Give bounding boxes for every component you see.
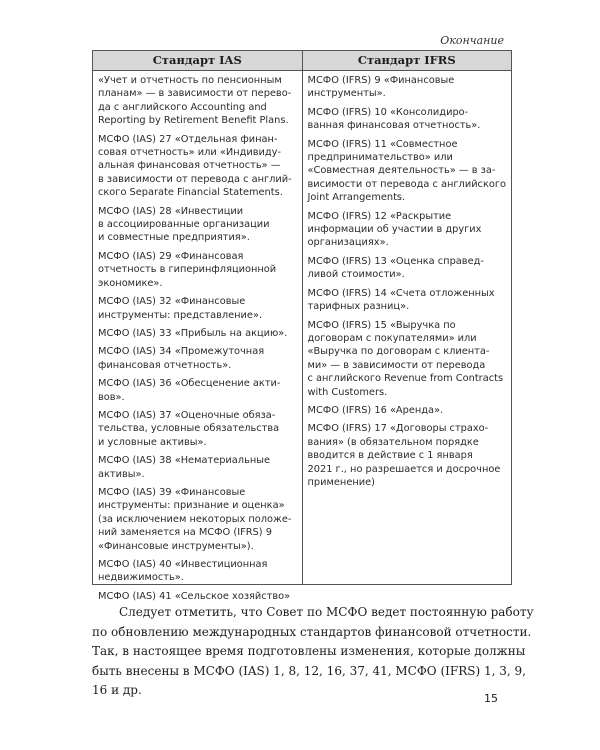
paragraph-line: Следует отметить, что Совет по МСФО ведет постоянную работу <box>119 605 534 619</box>
entry-line: МСФО (IAS) 39 «Финансовые <box>98 486 246 498</box>
entry-line: с английского Revenue from Contracts <box>307 373 504 385</box>
entry-line: МСФО (IFRS) 15 «Выручка по <box>307 319 456 331</box>
entry-line: информации об участии в других <box>307 224 482 236</box>
entry-line: МСФО (IFRS) 11 «Совместное <box>307 138 458 150</box>
entry-line: МСФО (IFRS) 9 «Финансовые <box>307 75 455 86</box>
ias-standard-entry <box>98 74 298 128</box>
ifrs-standard-entry <box>308 138 508 205</box>
entry-line: вания» (в обязательном порядке <box>307 436 479 448</box>
entry-line: инструменты». <box>307 88 386 100</box>
ifrs-standard-entry <box>308 319 508 399</box>
entry-line: «Учет и отчетность по пенсионным <box>98 75 282 86</box>
entry-line: альная финансовая отчетность» — <box>98 160 281 172</box>
ias-standard-entry <box>98 250 298 290</box>
entry-line: ванная финансовая отчетность». <box>307 120 481 132</box>
entry-line: и совместные предприятия». <box>98 232 250 244</box>
entry-line: тельства, условные обязательства <box>98 423 280 435</box>
entry-line: отчетность в гиперинфляционной <box>98 264 277 276</box>
paragraph-line: быть внесены в МСФО (IAS) 1, 8, 12, 16, 37, 41, МСФО (IFRS) 1, 3, 9, <box>92 663 526 678</box>
entry-line: МСФО (IFRS) 14 «Счета отложенных <box>307 287 495 299</box>
ias-standard-entry <box>98 377 298 404</box>
entry-line: МСФО (IFRS) 13 «Оценка справед- <box>307 255 484 267</box>
entry-line: МСФО (IAS) 32 «Финансовые <box>98 296 246 308</box>
entry-line: вов». <box>98 391 125 403</box>
ias-standard-entry <box>98 345 298 372</box>
table-header-row <box>93 51 511 71</box>
entry-line: ского Separate Financial Statements. <box>98 187 283 199</box>
entry-line: «Выручка по договорам с клиента- <box>307 346 490 358</box>
ias-standard-entry <box>98 133 298 200</box>
ias-standard-entry <box>98 486 298 553</box>
entry-line: совая отчетность» или «Индивиду- <box>98 147 281 159</box>
paragraph-line: 16 и др. <box>92 683 142 697</box>
entry-line: МСФО (IAS) 33 «Прибыль на акцию». <box>98 327 288 339</box>
entry-line: висимости от перевода с английского <box>307 178 506 190</box>
ifrs-standard-entry <box>308 287 508 314</box>
entry-line: планам» — в зависимости от перево- <box>98 88 292 100</box>
header-ifrs: Стандарт IFRS <box>357 53 456 67</box>
entry-line: МСФО (IFRS) 16 «Аренда». <box>307 404 444 416</box>
entry-line: «Финансовые инструменты»). <box>98 540 254 552</box>
page-number: 15 <box>484 692 498 705</box>
entry-line: ний заменяется на МСФО (IFRS) 9 <box>98 527 272 539</box>
continuation-label: Окончание <box>440 34 504 47</box>
entry-line: with Customers. <box>307 386 388 398</box>
entry-line: и условные активы». <box>98 436 207 448</box>
ias-standard-entry <box>98 295 298 322</box>
ifrs-standard-entry <box>308 74 508 101</box>
entry-line: Joint Arrangements. <box>307 192 406 204</box>
ifrs-standard-entry <box>308 422 508 489</box>
body-paragraph <box>92 603 534 701</box>
entry-line: организациях». <box>307 237 389 249</box>
entry-line: вводится в действие с 1 января <box>307 450 473 462</box>
entry-line: финансовая отчетность». <box>98 359 232 371</box>
ifrs-standard-entry <box>308 404 508 417</box>
entry-line: МСФО (IFRS) 10 «Консолидиро- <box>307 106 469 118</box>
entry-line: МСФО (IAS) 37 «Оценочные обяза- <box>98 409 276 421</box>
ifrs-column <box>303 71 512 584</box>
entry-line: инструменты: представление». <box>98 309 263 321</box>
entry-line: МСФО (IFRS) 17 «Договоры страхо- <box>307 423 489 435</box>
ias-standard-entry <box>98 558 298 585</box>
header-ias: Стандарт IAS <box>93 51 303 70</box>
entry-line: «Совместная деятельность» — в за- <box>307 165 496 177</box>
ifrs-standard-entry <box>308 106 508 133</box>
entry-line: в ассоциированные организации <box>98 219 270 231</box>
entry-line: МСФО (IAS) 34 «Промежуточная <box>98 346 265 358</box>
entry-line: МСФО (IAS) 36 «Обесценение акти- <box>98 378 281 390</box>
entry-line: экономике». <box>98 277 163 289</box>
entry-line: МСФО (IFRS) 12 «Раскрытие <box>307 210 452 222</box>
entry-line: (за исключением некоторых положе- <box>98 513 292 525</box>
entry-line: МСФО (IAS) 41 «Сельское хозяйство» <box>98 590 291 602</box>
ias-standard-entry <box>98 590 298 603</box>
entry-line: в зависимости от перевода с англий- <box>98 173 292 185</box>
paragraph-line: по обновлению международных стандартов финансовой отчетности. <box>92 624 532 639</box>
entry-line: тарифных разниц». <box>307 301 410 313</box>
ias-standard-entry <box>98 327 298 340</box>
paragraph-line: Так, в настоящее время подготовлены изменения, которые должны <box>92 644 526 658</box>
entry-line: ливой стоимости». <box>307 269 405 281</box>
ias-standard-entry <box>98 205 298 245</box>
entry-line: ми» — в зависимости от перевода <box>307 359 486 371</box>
entry-line: применение) <box>307 476 375 488</box>
entry-line: активы». <box>98 468 145 480</box>
ifrs-standard-entry <box>308 255 508 282</box>
entry-line: недвижимость». <box>98 572 184 584</box>
ias-standard-entry <box>98 454 298 481</box>
entry-line: МСФО (IAS) 28 «Инвестиции <box>98 205 244 217</box>
entry-line: да с английского Accounting and <box>98 101 267 113</box>
entry-line: договорам с покупателями» или <box>307 332 477 344</box>
ifrs-standard-entry <box>308 210 508 250</box>
entry-line: МСФО (IAS) 38 «Нематериальные <box>98 455 271 467</box>
entry-line: МСФО (IAS) 40 «Инвестиционная <box>98 559 268 570</box>
ias-standard-entry <box>98 409 298 449</box>
entry-line: МСФО (IAS) 29 «Финансовая <box>98 250 244 262</box>
ias-column <box>93 71 303 602</box>
entry-line: предпринимательство» или <box>307 152 453 164</box>
entry-line: МСФО (IAS) 27 «Отдельная финан- <box>98 133 278 145</box>
standards-table <box>92 50 512 602</box>
entry-line: 2021 г., но разрешается и досрочное <box>307 463 501 475</box>
entry-line: инструменты: признание и оценка» <box>98 500 285 512</box>
entry-line: Reporting by Retirement Benefit Plans. <box>98 115 289 127</box>
